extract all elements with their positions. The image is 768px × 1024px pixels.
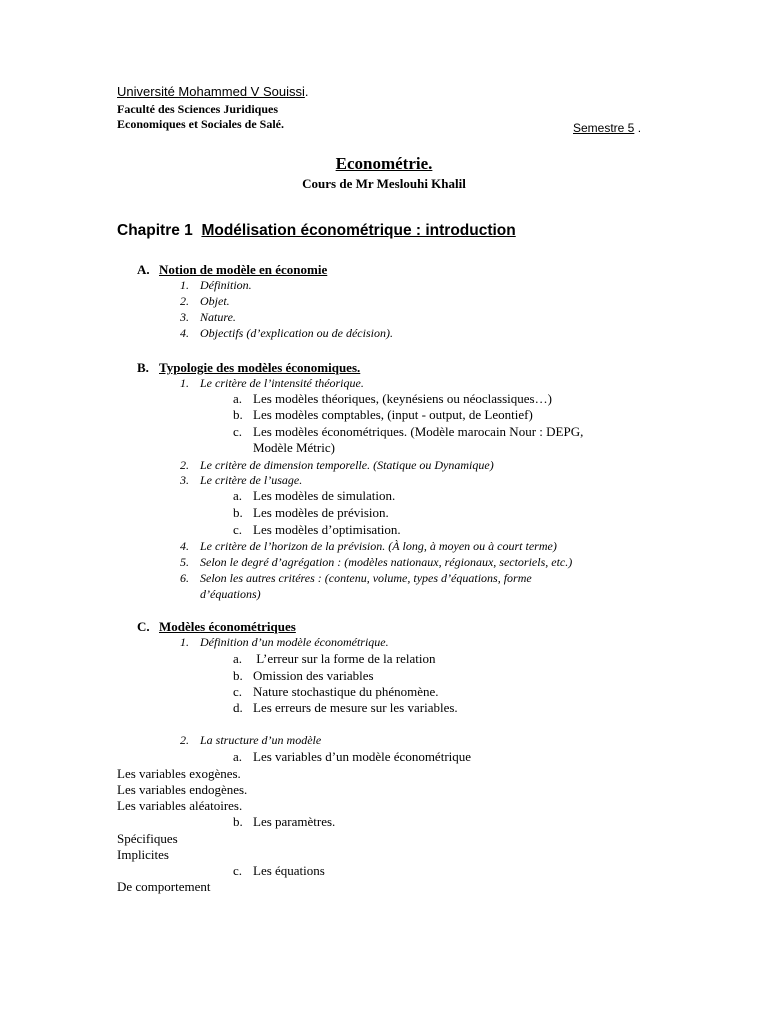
list-item: 1. Définition d’un modèle économétrique. [180,635,389,649]
sub-item: b. Les modèles comptables, (input - output, de Leontief) [233,407,533,422]
list-item: 4. Le critère de l’horizon de la prévision. (À long, à moyen ou à court terme) [180,539,557,553]
sub-item: b. Omission des variables [233,668,374,683]
parameter-type: Spécifiques [117,831,178,846]
list-item: 2. Objet. [180,294,230,308]
sub-item: d. Les erreurs de mesure sur les variables. [233,700,458,715]
sub-item: c. Les modèles économétriques. (Modèle marocain Nour : DEPG, [233,424,584,439]
sub-item: b. Les paramètres. [233,814,336,829]
university-name: Université Mohammed V Souissi. [117,84,309,99]
course-subtitle: Cours de Mr Meslouhi Khalil [302,176,466,191]
page-title: Econométrie. [335,154,433,173]
sub-item: c. Les équations [233,863,325,878]
faculty-line-1: Faculté des Sciences Juridiques [117,102,278,116]
section-b-heading: B. Typologie des modèles économiques. [137,360,361,375]
equation-type: De comportement [117,879,211,894]
variable-type: Les variables endogènes. [117,782,248,797]
variable-type: Les variables aléatoires. [117,798,243,813]
list-item: 6. Selon les autres critéres : (contenu, volume, types d’équations, forme [180,571,532,585]
sub-item: b. Les modèles de prévision. [233,505,389,520]
parameter-type: Implicites [117,847,169,862]
list-item: 2. La structure d’un modèle [180,733,322,747]
sub-item: a. L’erreur sur la forme de la relation [233,651,436,666]
sub-item: a. Les variables d’un modèle économétrique [233,749,472,764]
faculty-line-2: Economiques et Sociales de Salé. [117,117,284,131]
sub-item-continuation: Modèle Métric) [253,440,335,455]
section-a-heading: A. Notion de modèle en économie [137,262,328,277]
list-item: 2. Le critère de dimension temporelle. (Statique ou Dynamique) [180,458,494,472]
chapter-heading: Chapitre 1 Modélisation économétrique : introduction [117,222,516,239]
list-item: 1. Définition. [180,278,252,292]
list-item: 1. Le critère de l’intensité théorique. [180,376,364,390]
list-item: 3. Nature. [180,310,236,324]
variable-type: Les variables exogènes. [117,766,241,781]
sub-item: c. Les modèles d’optimisation. [233,522,401,537]
semester-label: Semestre 5 . [573,121,642,135]
list-item: 4. Objectifs (d’explication ou de décision). [180,326,393,340]
sub-item: a. Les modèles de simulation. [233,488,396,503]
sub-item: c. Nature stochastique du phénomène. [233,684,439,699]
section-c-heading: C. Modèles économétriques [137,619,296,634]
list-item: 3. Le critère de l’usage. [180,473,303,487]
list-item-continuation: d’équations) [200,587,261,601]
list-item: 5. Selon le degré d’agrégation : (modèles nationaux, régionaux, sectoriels, etc.) [180,555,573,569]
sub-item: a. Les modèles théoriques, (keynésiens ou néoclassiques…) [233,391,552,406]
